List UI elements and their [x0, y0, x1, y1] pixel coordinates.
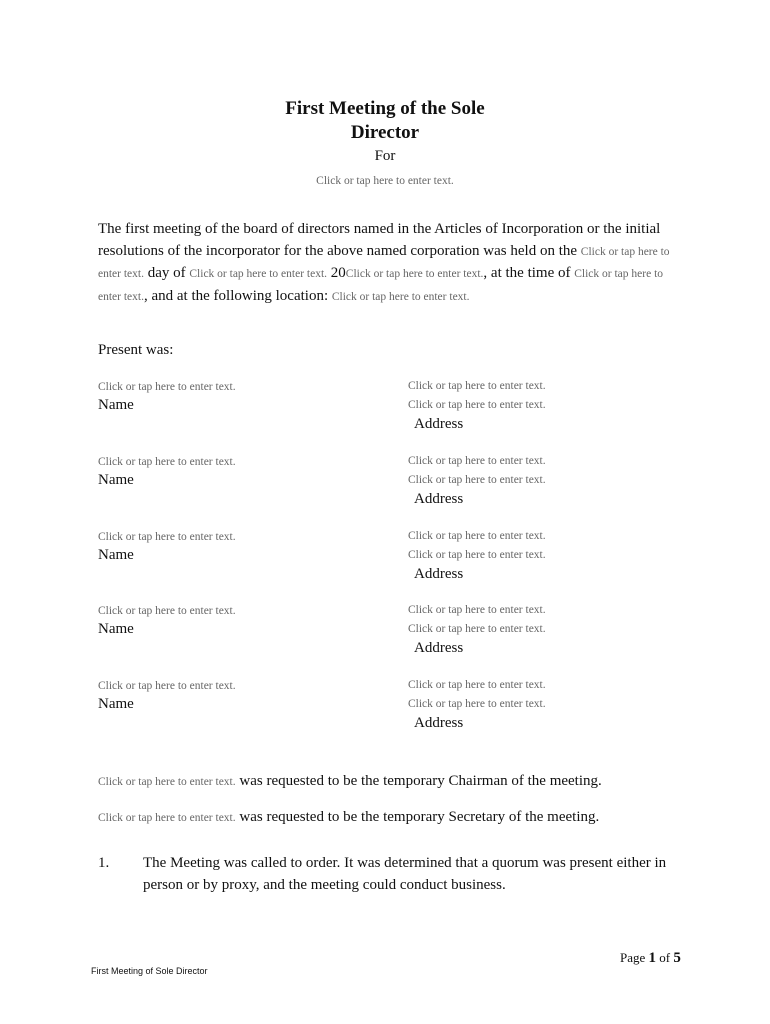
page-prefix: Page: [620, 950, 649, 965]
page-current: 1: [648, 950, 657, 966]
attendee-name-field[interactable]: Click or tap here to enter text.: [98, 531, 236, 543]
name-label: Name: [98, 621, 134, 637]
attendee-address-line2-field[interactable]: Click or tap here to enter text.: [408, 623, 546, 635]
attendee-name-field[interactable]: Click or tap here to enter text.: [98, 381, 236, 393]
page-of: of: [656, 950, 674, 965]
intro-text-3: 20: [327, 265, 346, 281]
page-total: 5: [673, 950, 681, 966]
meeting-month-field[interactable]: Click or tap here to enter text.: [189, 268, 328, 280]
title-line-1: First Meeting of the Sole: [285, 98, 485, 119]
present-label: Present was:: [98, 342, 174, 358]
secretary-text: was requested to be the temporary Secretary of the meeting.: [235, 809, 600, 825]
address-label: Address: [414, 491, 464, 507]
chairman-line: [98, 773, 602, 790]
item-text: The Meeting was called to order. It was determined that a quorum was present either in person or by proxy, and the meeting could conduct business.: [143, 855, 667, 893]
footer-text: First Meeting of Sole Director: [91, 966, 208, 976]
address-label: Address: [414, 416, 464, 432]
secretary-name-field[interactable]: Click or tap here to enter text.: [98, 812, 236, 824]
attendee-name-field[interactable]: Click or tap here to enter text.: [98, 680, 236, 692]
attendee-row: [0, 531, 770, 601]
attendee-address-line1-field[interactable]: Click or tap here to enter text.: [408, 604, 546, 616]
attendee-address-line2-field[interactable]: Click or tap here to enter text.: [408, 399, 546, 411]
attendee-row: [0, 456, 770, 526]
address-label: Address: [414, 640, 464, 656]
attendee-address-line1-field[interactable]: Click or tap here to enter text.: [408, 679, 546, 691]
chairman-text: was requested to be the temporary Chairman of the meeting.: [235, 773, 602, 789]
meeting-location-field[interactable]: Click or tap here to enter text.: [331, 290, 470, 303]
attendee-name-field[interactable]: Click or tap here to enter text.: [98, 605, 236, 617]
corporation-name-field[interactable]: Click or tap here to enter text.: [316, 175, 454, 187]
attendee-address-line1-field[interactable]: Click or tap here to enter text.: [408, 530, 546, 542]
attendee-address-line2-field[interactable]: Click or tap here to enter text.: [408, 698, 546, 710]
document-title: [0, 97, 770, 145]
attendee-address-line1-field[interactable]: Click or tap here to enter text.: [408, 455, 546, 467]
for-label: For: [374, 148, 396, 164]
attendee-name-field[interactable]: Click or tap here to enter text.: [98, 456, 236, 468]
intro-text-4: , at the time of: [483, 265, 575, 281]
intro-paragraph: [98, 219, 678, 308]
intro-text-1: The first meeting of the board of directors named in the Articles of Incorporation or the initial resolutions of the incorporator for the above named corporation was held on the: [98, 221, 661, 259]
chairman-name-field[interactable]: Click or tap here to enter text.: [98, 776, 236, 788]
attendee-address-line1-field[interactable]: Click or tap here to enter text.: [408, 380, 546, 392]
meeting-day-field[interactable]: Click or tap here to enter text.: [98, 245, 670, 280]
title-line-2: Director: [350, 122, 420, 143]
attendee-address-line2-field[interactable]: Click or tap here to enter text.: [408, 549, 546, 561]
intro-text-5: , and at the following location:: [143, 287, 332, 304]
name-label: Name: [98, 472, 134, 488]
name-label: Name: [98, 547, 134, 563]
meeting-year-field[interactable]: Click or tap here to enter text.: [345, 268, 484, 280]
attendee-row: [0, 605, 770, 675]
attendee-row: [0, 381, 770, 451]
name-label: Name: [98, 397, 134, 413]
item-number: 1.: [98, 855, 110, 871]
name-label: Name: [98, 696, 134, 712]
intro-text-2: day of: [143, 265, 190, 281]
meeting-time-field[interactable]: Click or tap here to enter text.: [98, 268, 664, 303]
address-label: Address: [414, 715, 464, 731]
secretary-line: [98, 809, 599, 826]
address-label: Address: [414, 566, 464, 582]
attendee-address-line2-field[interactable]: Click or tap here to enter text.: [408, 474, 546, 486]
attendee-row: [0, 680, 770, 750]
page-number: [620, 950, 681, 967]
